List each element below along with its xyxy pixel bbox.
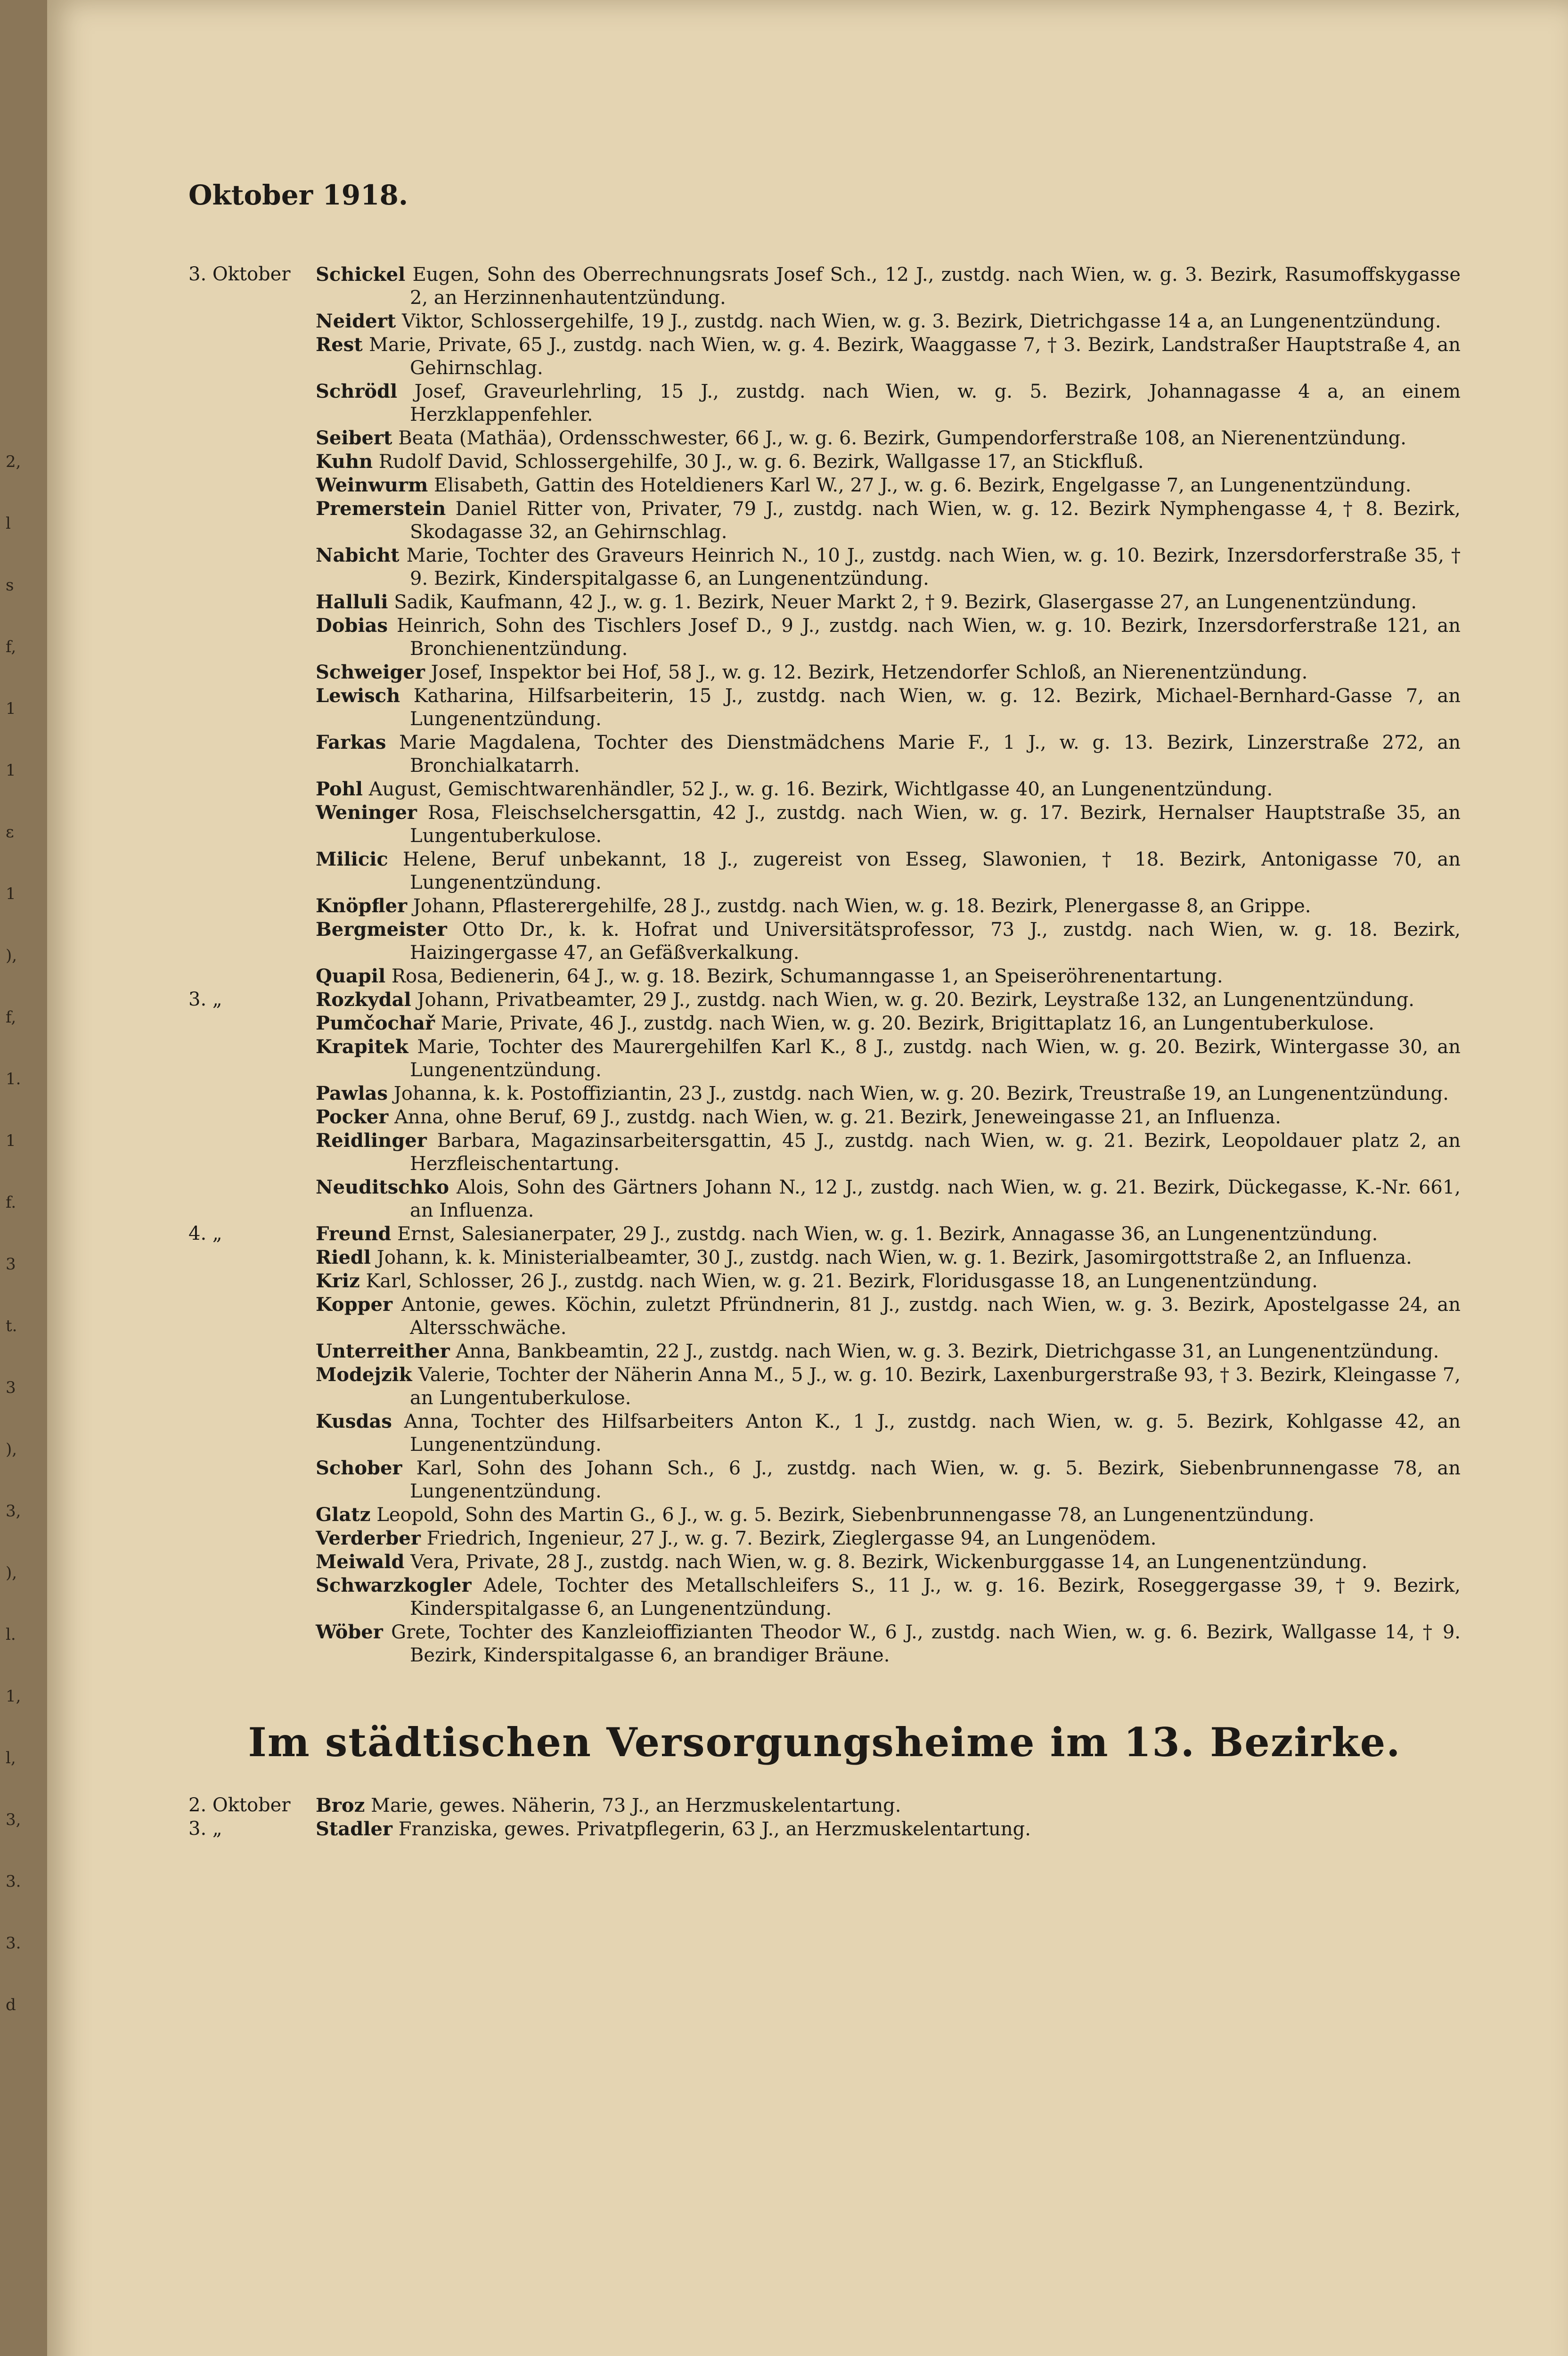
register-entry <box>188 801 1461 848</box>
entry-body <box>316 1293 1461 1340</box>
register-entry <box>188 1550 1461 1574</box>
entry-date: 2. Oktober <box>188 1794 291 1816</box>
entry-details: Marie Magdalena, Tochter des Dienstmädchens Marie F., 1 J., w. g. 13. Bezirk, Linzerstraße 272, an Bronchialkatarrh. <box>399 732 1461 777</box>
margin-fragment: 1, <box>6 1687 21 1706</box>
margin-fragment: l, <box>6 1749 16 1767</box>
margin-fragment: ), <box>6 1563 17 1582</box>
entry-surname: Lewisch <box>316 685 400 707</box>
entry-body <box>316 731 1461 777</box>
register-entry <box>188 1129 1461 1176</box>
section-heading: Im städtischen Versorgungsheime im 13. Bezirke. <box>248 1719 1401 1766</box>
entry-surname: Farkas <box>316 731 386 753</box>
entry-details: Marie, Private, 65 J., zustdg. nach Wien, w. g. 4. Bezirk, Waaggasse 7, † 3. Bezirk, Landstraßer Hauptstraße 4, an Gehirnschlag. <box>369 334 1461 379</box>
register-entry <box>188 263 1461 310</box>
section-register-list <box>188 1794 1461 1841</box>
register-entry <box>188 918 1461 965</box>
entry-body <box>316 333 1461 380</box>
margin-fragment: l <box>6 514 11 533</box>
register-entry <box>188 1817 1461 1841</box>
entry-surname: Reidlinger <box>316 1129 427 1152</box>
entry-surname: Pawlas <box>316 1082 388 1104</box>
entry-surname: Schrödl <box>316 380 398 402</box>
entry-details: Anna, Tochter des Hilfsarbeiters Anton K., 1 J., zustdg. nach Wien, w. g. 5. Bezirk, Kohlgasse 42, an Lungenentzündung. <box>404 1411 1461 1456</box>
entry-body <box>316 1363 1461 1410</box>
margin-fragment: l. <box>6 1625 16 1644</box>
entry-details: Helene, Beruf unbekannt, 18 J., zugereist von Esseg, Slawonien, † 18. Bezirk, Antonigasse 70, an Lungenentzündung. <box>402 849 1461 893</box>
margin-fragment: 3 <box>6 1255 16 1274</box>
register-entry <box>188 1246 1461 1269</box>
margin-fragment: 3, <box>6 1502 21 1521</box>
entry-date: 3. „ <box>188 989 222 1010</box>
entry-details: Marie, Tochter des Graveurs Heinrich N., 10 J., zustdg. nach Wien, w. g. 10. Bezirk, Inzersdorferstraße 35, † 9. Bezirk, Kinderspitalgasse 6, an Lungenentzündung. <box>406 545 1461 589</box>
entry-details: Ernst, Salesianerpater, 29 J., zustdg. nach Wien, w. g. 1. Bezirk, Annagasse 36, an Lungenentzündung. <box>397 1223 1378 1245</box>
margin-fragment: 3. <box>6 1872 21 1891</box>
entry-body <box>316 474 1461 497</box>
register-entry <box>188 1035 1461 1082</box>
entry-body <box>316 450 1461 474</box>
entry-details: Marie, Private, 46 J., zustdg. nach Wien, w. g. 20. Bezirk, Brigittaplatz 16, an Lungentuberkulose. <box>441 1013 1374 1034</box>
entry-date: 3. Oktober <box>188 263 291 285</box>
adjacent-page-edge <box>0 0 47 2356</box>
register-entry <box>188 380 1461 426</box>
entry-surname: Premerstein <box>316 498 446 520</box>
entry-body <box>316 1410 1461 1456</box>
entry-surname: Unterreither <box>316 1340 450 1362</box>
entry-details: Eugen, Sohn des Oberrechnungsrats Josef Sch., 12 J., zustdg. nach Wien, w. g. 3. Bezirk, Rasumoffskygasse 2, an Herzinnenhautentzündung. <box>410 264 1461 309</box>
register-entry <box>188 1620 1461 1667</box>
entry-body <box>316 1082 1461 1105</box>
entry-body <box>316 426 1461 450</box>
entry-details: Viktor, Schlossergehilfe, 19 J., zustdg. nach Wien, w. g. 3. Bezirk, Dietrichgasse 14 a, an Lungenentzündung. <box>401 311 1441 332</box>
margin-fragment: d <box>6 1996 16 2014</box>
register-entry <box>188 450 1461 474</box>
register-entry <box>188 894 1461 918</box>
entry-details: Antonie, gewes. Köchin, zuletzt Pfründnerin, 81 J., zustdg. nach Wien, w. g. 3. Bezirk, Apostelgasse 24, an Altersschwäche. <box>401 1294 1461 1339</box>
register-entry <box>188 590 1461 614</box>
entry-body <box>316 1620 1461 1667</box>
margin-fragment: 3. <box>6 1934 21 1953</box>
entry-body <box>316 1574 1461 1620</box>
entry-details: Grete, Tochter des Kanzleioffizianten Theodor W., 6 J., zustdg. nach Wien, w. g. 6. Bezirk, Wallgasse 14, † 9. Bezirk, Kinderspitalgasse 6, an brandiger Bräune. <box>391 1621 1461 1666</box>
margin-fragment: 2, <box>6 452 21 471</box>
entry-details: Marie, Tochter des Maurergehilfen Karl K., 8 J., zustdg. nach Wien, w. g. 20. Bezirk, Wintergasse 30, an Lungenentzündung. <box>410 1036 1461 1081</box>
entry-body <box>316 310 1461 333</box>
entry-surname: Kuhn <box>316 450 373 473</box>
entry-body <box>316 380 1461 426</box>
entry-surname: Kriz <box>316 1270 360 1292</box>
margin-fragment: 1. <box>6 1070 21 1088</box>
entry-body <box>316 1012 1461 1035</box>
entry-details: Johann, Privatbeamter, 29 J., zustdg. nach Wien, w. g. 20. Bezirk, Leystraße 132, an Lungenentzündung. <box>417 989 1415 1011</box>
entry-surname: Seibert <box>316 427 392 449</box>
entry-details: Vera, Private, 28 J., zustdg. nach Wien, w. g. 8. Bezirk, Wickenburggasse 14, an Lungenentzündung. <box>410 1551 1368 1573</box>
entry-surname: Modejzik <box>316 1364 412 1386</box>
register-entry <box>188 988 1461 1012</box>
entry-surname: Wöber <box>316 1621 383 1643</box>
register-entry <box>188 965 1461 988</box>
entry-body <box>316 1176 1461 1222</box>
margin-fragment: 3 <box>6 1378 16 1397</box>
entry-surname: Nabicht <box>316 544 400 566</box>
entry-body <box>316 894 1461 918</box>
entry-details: Otto Dr., k. k. Hofrat und Universitätsprofessor, 73 J., zustdg. nach Wien, w. g. 18. Bezirk, Haizingergasse 47, an Gefäßverkalkung. <box>410 919 1461 964</box>
margin-fragment: f. <box>6 1193 16 1212</box>
entry-details: Katharina, Hilfsarbeiterin, 15 J., zustdg. nach Wien, w. g. 12. Bezirk, Michael-Bernhard-Gasse 7, an Lungenentzündung. <box>410 685 1461 730</box>
entry-surname: Rozkydal <box>316 989 411 1011</box>
register-entry <box>188 1794 1461 1817</box>
entry-surname: Krapitek <box>316 1036 408 1058</box>
entry-details: Elisabeth, Gattin des Hoteldieners Karl W., 27 J., w. g. 6. Bezirk, Engelgasse 7, an Lungenentzündung. <box>434 474 1412 496</box>
register-entry <box>188 731 1461 777</box>
register-entry <box>188 1105 1461 1129</box>
entry-details: Alois, Sohn des Gärtners Johann N., 12 J., zustdg. nach Wien, w. g. 21. Bezirk, Dückegasse, K.-Nr. 661, an Influenza. <box>410 1177 1461 1221</box>
entry-body <box>316 918 1461 965</box>
register-entry <box>188 310 1461 333</box>
register-entry <box>188 1082 1461 1105</box>
margin-fragment: 1 <box>6 1131 16 1150</box>
entry-surname: Schickel <box>316 263 406 286</box>
entry-date: 3. „ <box>188 1818 222 1840</box>
margin-fragment: 1 <box>6 884 16 903</box>
entry-surname: Pocker <box>316 1106 389 1128</box>
register-entry <box>188 1363 1461 1410</box>
entry-body <box>316 1527 1461 1550</box>
entry-details: Sadik, Kaufmann, 42 J., w. g. 1. Bezirk, Neuer Markt 2, † 9. Bezirk, Glasergasse 27, an Lungenentzündung. <box>394 591 1417 613</box>
entry-body <box>316 965 1461 988</box>
entry-details: Johanna, k. k. Postoffiziantin, 23 J., zustdg. nach Wien, w. g. 20. Bezirk, Treustraße 19, an Lungenentzündung. <box>393 1083 1449 1104</box>
entry-details: Rosa, Fleischselchersgattin, 42 J., zustdg. nach Wien, w. g. 17. Bezirk, Hernalser Hauptstraße 35, an Lungentuberkulose. <box>410 802 1461 847</box>
entry-body <box>316 497 1461 544</box>
register-entry <box>188 777 1461 801</box>
death-register-list <box>188 263 1461 1667</box>
entry-details: Josef, Graveurlehrling, 15 J., zustdg. nach Wien, w. g. 5. Bezirk, Johannagasse 4 a, an einem Herzklappenfehler. <box>410 381 1461 425</box>
entry-body <box>316 988 1461 1012</box>
entry-surname: Pumčochař <box>316 1012 435 1034</box>
entry-details: Valerie, Tochter der Näherin Anna M., 5 J., w. g. 10. Bezirk, Laxenburgerstraße 93, † 3. Bezirk, Kleingasse 7, an Lungentuberkulose. <box>410 1364 1461 1409</box>
entry-surname: Pohl <box>316 778 363 800</box>
entry-body <box>316 590 1461 614</box>
entry-details: Anna, Bankbeamtin, 22 J., zustdg. nach Wien, w. g. 3. Bezirk, Dietrichgasse 31, an Lungenentzündung. <box>456 1341 1439 1362</box>
entry-body <box>316 1817 1461 1841</box>
entry-details: Rosa, Bedienerin, 64 J., w. g. 18. Bezirk, Schumanngasse 1, an Speiseröhrenentartung. <box>391 965 1223 987</box>
entry-surname: Rest <box>316 334 363 356</box>
register-entry <box>188 1269 1461 1293</box>
entry-details: August, Gemischtwarenhändler, 52 J., w. g. 16. Bezirk, Wichtlgasse 40, an Lungenentzündung. <box>368 778 1273 800</box>
entry-details: Anna, ohne Beruf, 69 J., zustdg. nach Wien, w. g. 21. Bezirk, Jeneweingasse 21, an Influenza. <box>394 1106 1281 1128</box>
margin-fragment: s <box>6 576 14 595</box>
entry-surname: Quapil <box>316 965 386 987</box>
entry-surname: Halluli <box>316 591 388 613</box>
register-entry <box>188 1527 1461 1550</box>
register-entry <box>188 544 1461 590</box>
entry-surname: Kusdas <box>316 1410 392 1432</box>
entry-body <box>316 1129 1461 1176</box>
entry-details: Johann, k. k. Ministerialbeamter, 30 J., zustdg. nach Wien, w. g. 1. Bezirk, Jasomirgottstraße 2, an Influenza. <box>376 1247 1412 1268</box>
month-heading: Oktober 1918. <box>188 179 408 211</box>
entry-surname: Schober <box>316 1457 402 1479</box>
entry-surname: Schwarzkogler <box>316 1574 472 1596</box>
entry-body <box>316 661 1461 684</box>
register-entry <box>188 1503 1461 1527</box>
entry-details: Karl, Schlosser, 26 J., zustdg. nach Wien, w. g. 21. Bezirk, Floridusgasse 18, an Lungenentzündung. <box>366 1270 1318 1292</box>
entry-body <box>316 1035 1461 1082</box>
entry-details: Johann, Pflasterergehilfe, 28 J., zustdg. nach Wien, w. g. 18. Bezirk, Plenergasse 8, an Grippe. <box>413 895 1311 917</box>
entry-surname: Stadler <box>316 1818 392 1840</box>
entry-surname: Neidert <box>316 310 396 332</box>
entry-surname: Knöpfler <box>316 895 408 917</box>
entry-body <box>316 1503 1461 1527</box>
entry-details: Adele, Tochter des Metallschleifers S., 11 J., w. g. 16. Bezirk, Roseggergasse 39, † 9. Bezirk, Kinderspitalgasse 6, an Lungenentzündung. <box>410 1575 1461 1620</box>
entry-details: Barbara, Magazinsarbeitersgattin, 45 J., zustdg. nach Wien, w. g. 21. Bezirk, Leopoldauer platz 2, an Herzfleischentartung. <box>410 1130 1461 1175</box>
entry-body <box>316 1794 1461 1817</box>
margin-fragment: ), <box>6 946 17 965</box>
entry-surname: Milicic <box>316 848 388 870</box>
entry-body <box>316 777 1461 801</box>
entry-body <box>316 1269 1461 1293</box>
entry-body <box>316 1456 1461 1503</box>
entry-surname: Schweiger <box>316 661 425 683</box>
entry-details: Leopold, Sohn des Martin G., 6 J., w. g. 5. Bezirk, Siebenbrunnengasse 78, an Lungenentzündung. <box>376 1504 1315 1526</box>
entry-surname: Weninger <box>316 802 417 824</box>
entry-details: Rudolf David, Schlossergehilfe, 30 J., w. g. 6. Bezirk, Wallgasse 17, an Stickfluß. <box>378 451 1144 473</box>
entry-body <box>316 544 1461 590</box>
document-page <box>47 0 1568 2356</box>
entry-details: Heinrich, Sohn des Tischlers Josef D., 9 J., zustdg. nach Wien, w. g. 10. Bezirk, Inzersdorferstraße 121, an Bronchienentzündung. <box>397 615 1461 660</box>
register-entry <box>188 1340 1461 1363</box>
register-entry <box>188 1222 1461 1246</box>
register-entry <box>188 1176 1461 1222</box>
register-entry <box>188 1410 1461 1456</box>
entry-body <box>316 1246 1461 1269</box>
register-entry <box>188 474 1461 497</box>
margin-fragment: 1 <box>6 761 16 780</box>
entry-body <box>316 1105 1461 1129</box>
entry-surname: Meiwald <box>316 1551 405 1573</box>
entry-details: Marie, gewes. Näherin, 73 J., an Herzmuskelentartung. <box>371 1795 901 1816</box>
entry-date: 4. „ <box>188 1223 222 1244</box>
page-content <box>188 179 1461 1841</box>
register-entry <box>188 333 1461 380</box>
entry-details: Franziska, gewes. Privatpflegerin, 63 J., an Herzmuskelentartung. <box>398 1818 1031 1840</box>
entry-surname: Freund <box>316 1223 392 1245</box>
entry-body <box>316 684 1461 731</box>
entry-surname: Verderber <box>316 1527 421 1549</box>
register-entry <box>188 614 1461 661</box>
entry-surname: Broz <box>316 1794 365 1816</box>
entry-body <box>316 1340 1461 1363</box>
entry-body <box>316 263 1461 310</box>
register-entry <box>188 497 1461 544</box>
register-entry <box>188 1456 1461 1503</box>
register-entry <box>188 848 1461 894</box>
margin-fragment: 3, <box>6 1810 21 1829</box>
register-entry <box>188 1012 1461 1035</box>
register-entry <box>188 1574 1461 1620</box>
entry-body <box>316 801 1461 848</box>
register-entry <box>188 1293 1461 1340</box>
entry-details: Friedrich, Ingenieur, 27 J., w. g. 7. Bezirk, Zieglergasse 94, an Lungenödem. <box>426 1528 1157 1549</box>
entry-surname: Weinwurm <box>316 474 428 496</box>
entry-surname: Neuditschko <box>316 1176 449 1198</box>
entry-body <box>316 848 1461 894</box>
register-entry <box>188 426 1461 450</box>
margin-fragment: 1 <box>6 699 16 718</box>
entry-details: Beata (Mathäa), Ordensschwester, 66 J., w. g. 6. Bezirk, Gumpendorferstraße 108, an Nierenentzündung. <box>398 427 1406 449</box>
margin-fragment: t. <box>6 1317 17 1335</box>
entry-details: Karl, Sohn des Johann Sch., 6 J., zustdg. nach Wien, w. g. 5. Bezirk, Siebenbrunnengasse 78, an Lungenentzündung. <box>410 1457 1461 1502</box>
entry-body <box>316 1550 1461 1574</box>
margin-fragment: f, <box>6 638 16 656</box>
margin-fragment: f, <box>6 1008 16 1027</box>
register-entry <box>188 661 1461 684</box>
entry-surname: Riedl <box>316 1246 371 1268</box>
entry-surname: Dobias <box>316 614 388 637</box>
entry-details: Josef, Inspektor bei Hof, 58 J., w. g. 12. Bezirk, Hetzendorfer Schloß, an Nierenentzündung. <box>431 662 1308 683</box>
entry-details: Daniel Ritter von, Privater, 79 J., zustdg. nach Wien, w. g. 12. Bezirk Nymphengasse 4, † 8. Bezirk, Skodagasse 32, an Gehirnschlag. <box>410 498 1461 543</box>
register-entry <box>188 684 1461 731</box>
entry-surname: Bergmeister <box>316 918 447 941</box>
entry-body <box>316 1222 1461 1246</box>
entry-surname: Glatz <box>316 1504 371 1526</box>
entry-body <box>316 614 1461 661</box>
entry-surname: Kopper <box>316 1293 393 1316</box>
margin-fragment: ε <box>6 823 14 842</box>
margin-fragment: ), <box>6 1440 17 1459</box>
